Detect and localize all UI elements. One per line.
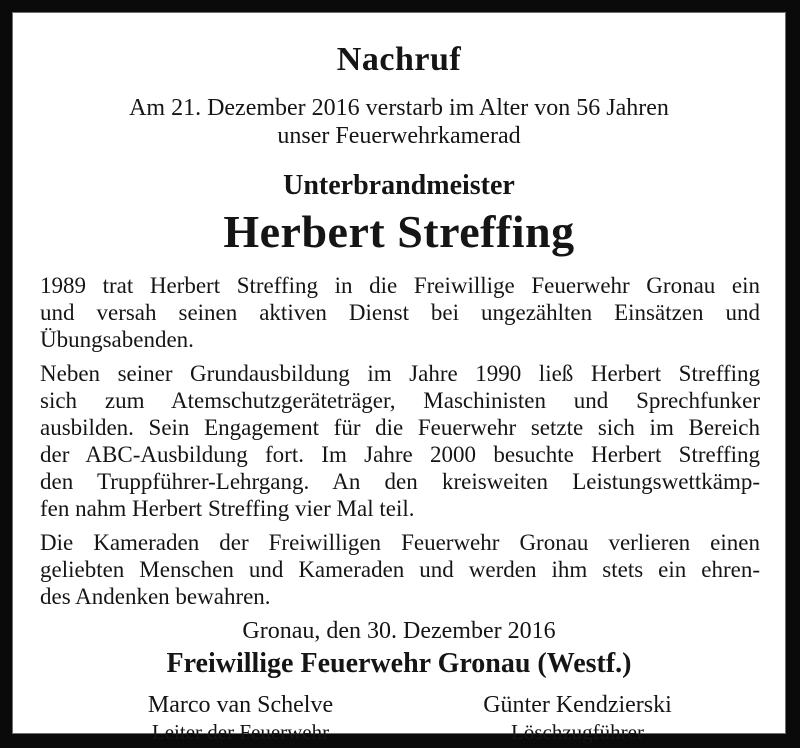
intro-text bbox=[12, 94, 786, 150]
paragraph-3 bbox=[40, 529, 760, 610]
paragraph-line: der ABC-Ausbildung fort. Im Jahre 2000 besuchte Herbert Streffing bbox=[40, 442, 760, 467]
paragraph-line: Die Kameraden der Freiwilligen Feuerwehr Gronau verlieren einen bbox=[40, 530, 760, 555]
paragraph-line: des Andenken bewahren. bbox=[40, 584, 271, 609]
deceased-rank: Unterbrandmeister bbox=[283, 170, 515, 201]
signer-role: Löschzugführer bbox=[511, 720, 644, 744]
paragraph-line: sich zum Atemschutzgeräteträger, Maschinisten und Sprechfunker bbox=[40, 388, 760, 413]
paragraph-line: Neben seiner Grundausbildung im Jahre 1990 ließ Herbert Streffing bbox=[40, 361, 760, 386]
signature-block bbox=[12, 691, 786, 745]
deceased-name: Herbert Streffing bbox=[223, 206, 575, 257]
place-date-line: Gronau, den 30. Dezember 2016 bbox=[242, 618, 556, 644]
signer-name: Marco van Schelve bbox=[147, 692, 334, 718]
paragraph-2 bbox=[40, 360, 760, 522]
paragraph-line: fen nahm Herbert Streffing vier Mal teil. bbox=[40, 496, 415, 521]
paragraph-1 bbox=[40, 272, 760, 353]
paragraph-line: geliebten Menschen und Kameraden und werden ihm stets ein ehren- bbox=[40, 557, 760, 582]
signature-right bbox=[409, 691, 746, 745]
paragraph-line: den Truppführer-Lehrgang. An den kreisweiten Leistungswettkämp- bbox=[40, 469, 760, 494]
notice-paper bbox=[12, 12, 786, 744]
signer-name: Günter Kendzierski bbox=[483, 692, 672, 718]
intro-line-2: unser Feuerwehrkamerad bbox=[277, 123, 521, 149]
intro-line-1: Am 21. Dezember 2016 verstarb im Alter von 56 Jahren bbox=[129, 95, 669, 121]
notice-body bbox=[12, 272, 786, 610]
paragraph-line: ausbilden. Sein Engagement für die Feuerwehr setzte sich im Bereich bbox=[40, 415, 760, 440]
organization-name: Freiwillige Feuerwehr Gronau (Westf.) bbox=[166, 648, 632, 679]
notice-title: Nachruf bbox=[336, 41, 462, 78]
paragraph-line: 1989 trat Herbert Streffing in die Freiwillige Feuerwehr Gronau ein bbox=[40, 273, 760, 298]
signature-left bbox=[72, 691, 409, 745]
paragraph-line: Übungsabenden. bbox=[40, 327, 194, 352]
paragraph-line: und versah seinen aktiven Dienst bei ungezählten Einsätzen und bbox=[40, 300, 760, 325]
signer-role: Leiter der Feuerwehr bbox=[151, 720, 330, 744]
